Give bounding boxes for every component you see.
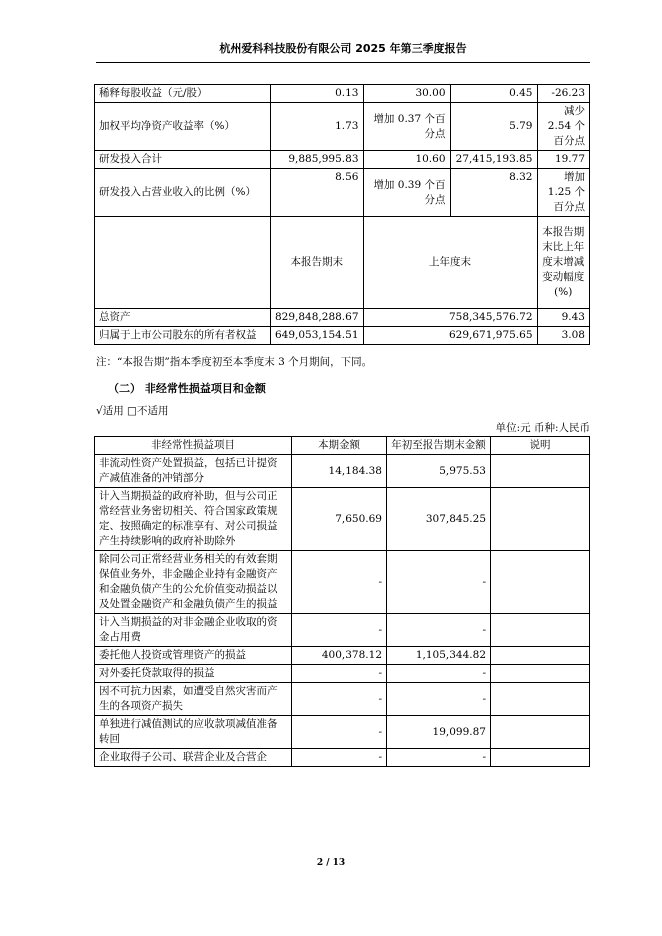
cell: 10.60 (363, 151, 450, 169)
table-row (95, 551, 590, 614)
cell: 5,975.53 (387, 455, 491, 488)
table-row (95, 614, 590, 647)
not-applicable-checkbox-option[interactable]: □不适用 (127, 405, 169, 417)
header-cell: 非经常性损益项目 (95, 437, 292, 455)
cell: 7,650.69 (292, 488, 387, 551)
cell: 307,845.25 (387, 488, 491, 551)
cell: - (292, 551, 387, 614)
cell (491, 647, 590, 665)
item-label: 因不可抗力因素，如遭受自然灾害而产生的各项资产损失 (95, 683, 292, 716)
item-label: 委托他人投资或管理资产的损益 (95, 647, 292, 665)
table-row (95, 665, 590, 683)
cell: 649,053,154.51 (271, 327, 364, 345)
table-row (95, 85, 590, 103)
table-row (95, 103, 590, 151)
header-rule (96, 62, 590, 63)
item-label: 计入当期损益的对非金融企业收取的资金占用费 (95, 614, 292, 647)
cell: 增加 0.39 个百分点 (363, 169, 450, 217)
cell: 14,184.38 (292, 455, 387, 488)
item-label: 对外委托贷款取得的损益 (95, 665, 292, 683)
cell: - (387, 551, 491, 614)
item-label: 非流动性资产处置损益，包括已计提资产减值准备的冲销部分 (95, 455, 292, 488)
cell: 19.77 (537, 151, 590, 169)
row-label: 稀释每股收益（元/股） (95, 85, 271, 103)
cell: 3.08 (537, 327, 590, 345)
cell: - (387, 614, 491, 647)
header-cell: 年初至报告期末金额 (387, 437, 491, 455)
row-label: 归属于上市公司股东的所有者权益 (95, 327, 271, 345)
cell: 400,378.12 (292, 647, 387, 665)
table-row (95, 169, 590, 217)
key-indicators-table (94, 84, 590, 345)
cell: - (292, 665, 387, 683)
section-title: （二） 非经常性损益项目和金额 (108, 382, 266, 395)
cell: 629,671,975.65 (363, 327, 537, 345)
cell: 8.56 (271, 169, 364, 217)
header-cell: 本报告期末比上年度末增减变动幅度(%) (537, 217, 590, 309)
header-cell: 本报告期末 (271, 217, 364, 309)
cell: 0.45 (450, 85, 537, 103)
row-label: 研发投入占营业收入的比例（%） (95, 169, 271, 217)
applicable-checked-option[interactable]: √适用 (96, 405, 124, 417)
cell: 1,105,344.82 (387, 647, 491, 665)
cell: - (387, 683, 491, 716)
cell: 9.43 (537, 309, 590, 327)
row-label: 加权平均净资产收益率（%） (95, 103, 271, 151)
cell (491, 683, 590, 716)
table-header-row (95, 217, 590, 309)
cell: - (292, 716, 387, 749)
cell: 0.13 (271, 85, 364, 103)
cell: 增加 0.37 个百分点 (363, 103, 450, 151)
footnote: 注：“本报告期”指本季度初至本季度末 3 个月期间，下同。 (96, 356, 373, 368)
cell: - (387, 665, 491, 683)
header-cell (95, 217, 271, 309)
cell: 减少 2.54 个百分点 (537, 103, 590, 151)
report-header: 杭州爱科科技股份有限公司 2025 年第三季度报告 (219, 42, 467, 55)
table-header-row (95, 437, 590, 455)
cell: 1.73 (271, 103, 364, 151)
cell: - (292, 749, 387, 767)
cell: 8.32 (450, 169, 537, 217)
cell: 30.00 (363, 85, 450, 103)
cell: 9,885,995.83 (271, 151, 364, 169)
cell (491, 488, 590, 551)
cell (491, 551, 590, 614)
cell (491, 749, 590, 767)
currency-unit-label: 单位:元 币种:人民币 (495, 422, 590, 434)
table-row (95, 309, 590, 327)
header-cell: 上年度末 (363, 217, 537, 309)
table-row (95, 488, 590, 551)
item-label: 企业取得子公司、联营企业及合营企 (95, 749, 292, 767)
cell (491, 665, 590, 683)
item-label: 计入当期损益的政府补助，但与公司正常经营业务密切相关、符合国家政策规定、按照确定的标准享有、对公司损益产生持续影响的政府补助除外 (95, 488, 292, 551)
table-row (95, 647, 590, 665)
item-label: 除同公司正常经营业务相关的有效套期保值业务外，非金融企业持有金融资产和金融负债产生的公允价值变动损益以及处置金融资产和金融负债产生的损益 (95, 551, 292, 614)
cell: 829,848,288.67 (271, 309, 364, 327)
table-row (95, 455, 590, 488)
cell: -26.23 (537, 85, 590, 103)
cell (491, 614, 590, 647)
cell (491, 716, 590, 749)
cell: - (292, 614, 387, 647)
applicability-options (96, 403, 168, 418)
header-cell: 本期金额 (292, 437, 387, 455)
cell: - (292, 683, 387, 716)
non-recurring-items-table (94, 436, 590, 767)
row-label: 研发投入合计 (95, 151, 271, 169)
table-row (95, 683, 590, 716)
cell: - (387, 749, 491, 767)
table-row (95, 151, 590, 169)
item-label: 单独进行减值测试的应收款项减值准备转回 (95, 716, 292, 749)
table-row (95, 327, 590, 345)
page-number: 2 / 13 (316, 858, 346, 868)
row-label: 总资产 (95, 309, 271, 327)
table-row (95, 749, 590, 767)
header-cell: 说明 (491, 437, 590, 455)
cell: 758,345,576.72 (363, 309, 537, 327)
cell: 19,099.87 (387, 716, 491, 749)
cell: 增加 1.25 个百分点 (537, 169, 590, 217)
cell: 27,415,193.85 (450, 151, 537, 169)
cell: 5.79 (450, 103, 537, 151)
cell (491, 455, 590, 488)
table-row (95, 716, 590, 749)
